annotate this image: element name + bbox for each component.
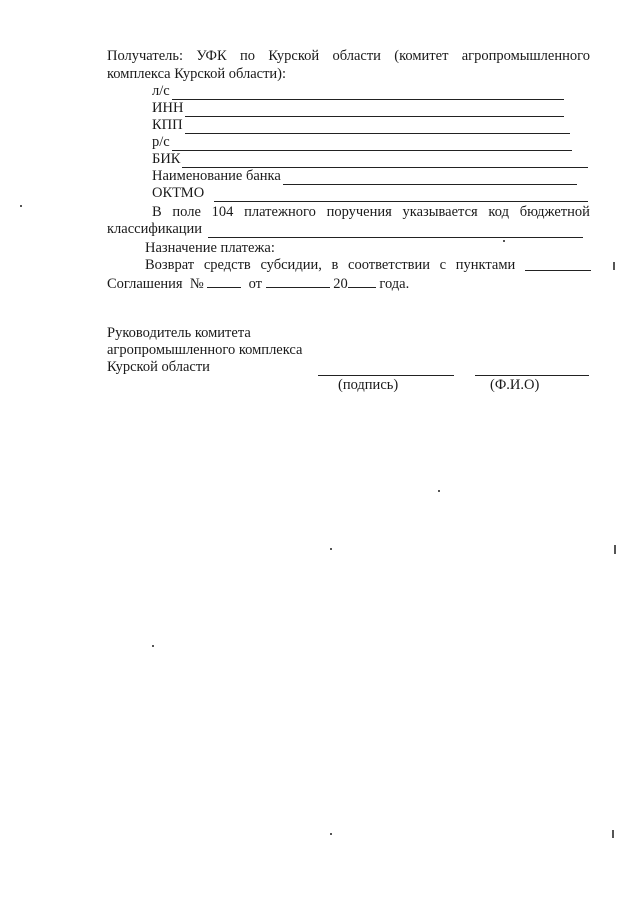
inn-label: ИНН — [152, 100, 184, 116]
bik-label: БИК — [152, 151, 181, 167]
classification-blank — [208, 224, 583, 238]
scan-speck — [330, 833, 332, 835]
kpp-field — [152, 117, 570, 134]
recipient-word: области — [332, 48, 381, 64]
recipient-word: по — [239, 48, 255, 64]
field-104-word: 104 — [211, 204, 234, 220]
scan-speck — [503, 240, 505, 242]
inn-field — [152, 100, 564, 117]
settlement-account-label: р/с — [152, 134, 170, 150]
refund-word: субсидии, — [260, 257, 322, 273]
agreement-line — [107, 274, 409, 293]
field-104-word: платежного — [244, 204, 316, 220]
kpp-label: КПП — [152, 117, 183, 133]
from-word: от — [248, 276, 262, 292]
year-blank — [348, 274, 376, 288]
classification-label: классификации — [107, 221, 203, 237]
refund-word: с — [439, 257, 447, 273]
position-line-1: Руководитель комитета — [107, 325, 251, 341]
agreement-label: Соглашения — [107, 276, 183, 292]
kpp-blank — [185, 120, 570, 134]
year-prefix: 20 — [333, 276, 348, 292]
recipient-word: Получатель: — [107, 48, 184, 64]
scan-speck — [20, 205, 22, 207]
signature-blank — [318, 374, 454, 376]
position-line-2: агропромышленного комплекса — [107, 342, 303, 358]
number-sign: № — [189, 276, 204, 292]
oktmo-label: ОКТМО — [152, 185, 205, 201]
recipient-word: агропромышленного — [461, 48, 590, 64]
scan-speck — [330, 548, 332, 550]
recipient-line-1 — [107, 48, 590, 65]
refund-word: соответствии — [348, 257, 430, 273]
recipient-line-2: комплекса Курской области): — [107, 66, 287, 82]
field-104-word: поручения — [326, 204, 392, 220]
name-caption: (Ф.И.О) — [490, 377, 540, 393]
settlement-account-blank — [172, 137, 572, 151]
account-label: л/с — [152, 83, 170, 99]
settlement-account-field — [152, 134, 572, 151]
position-line-3: Курской области — [107, 359, 210, 375]
bank-name-label: Наименование банка — [152, 168, 281, 184]
scan-speck — [614, 545, 616, 554]
year-suffix: года. — [379, 276, 410, 292]
payment-purpose-label: Назначение платежа: — [145, 240, 275, 256]
field-104-word: указывается — [402, 204, 478, 220]
scan-speck — [438, 490, 440, 492]
field-104-word: поле — [172, 204, 201, 220]
account-blank — [172, 86, 564, 100]
signature-caption: (подпись) — [338, 377, 399, 393]
refund-line — [145, 257, 591, 274]
name-blank — [475, 374, 589, 376]
field-104-word: бюджетной — [519, 204, 590, 220]
account-field — [152, 83, 564, 100]
recipient-word: (комитет — [394, 48, 449, 64]
bik-field — [152, 151, 588, 168]
refund-word: Возврат — [145, 257, 195, 273]
clause-number-blank — [525, 257, 591, 271]
classification-field — [107, 221, 583, 238]
recipient-word: Курской — [268, 48, 320, 64]
agreement-date-blank — [266, 274, 330, 288]
field-104-line-1 — [152, 204, 590, 221]
bik-blank — [182, 154, 588, 168]
bank-name-field — [152, 168, 577, 185]
inn-blank — [185, 103, 564, 117]
agreement-number-blank — [207, 274, 241, 288]
recipient-word: УФК — [196, 48, 227, 64]
refund-word: пунктами — [455, 257, 516, 273]
oktmo-blank — [214, 188, 588, 202]
field-104-word: код — [488, 204, 509, 220]
scan-speck — [152, 645, 154, 647]
scan-speck — [613, 262, 615, 270]
refund-word: средств — [203, 257, 251, 273]
oktmo-field — [152, 185, 588, 202]
field-104-word: В — [152, 204, 162, 220]
refund-word: в — [331, 257, 339, 273]
bank-name-blank — [283, 171, 577, 185]
scan-speck — [612, 830, 614, 838]
